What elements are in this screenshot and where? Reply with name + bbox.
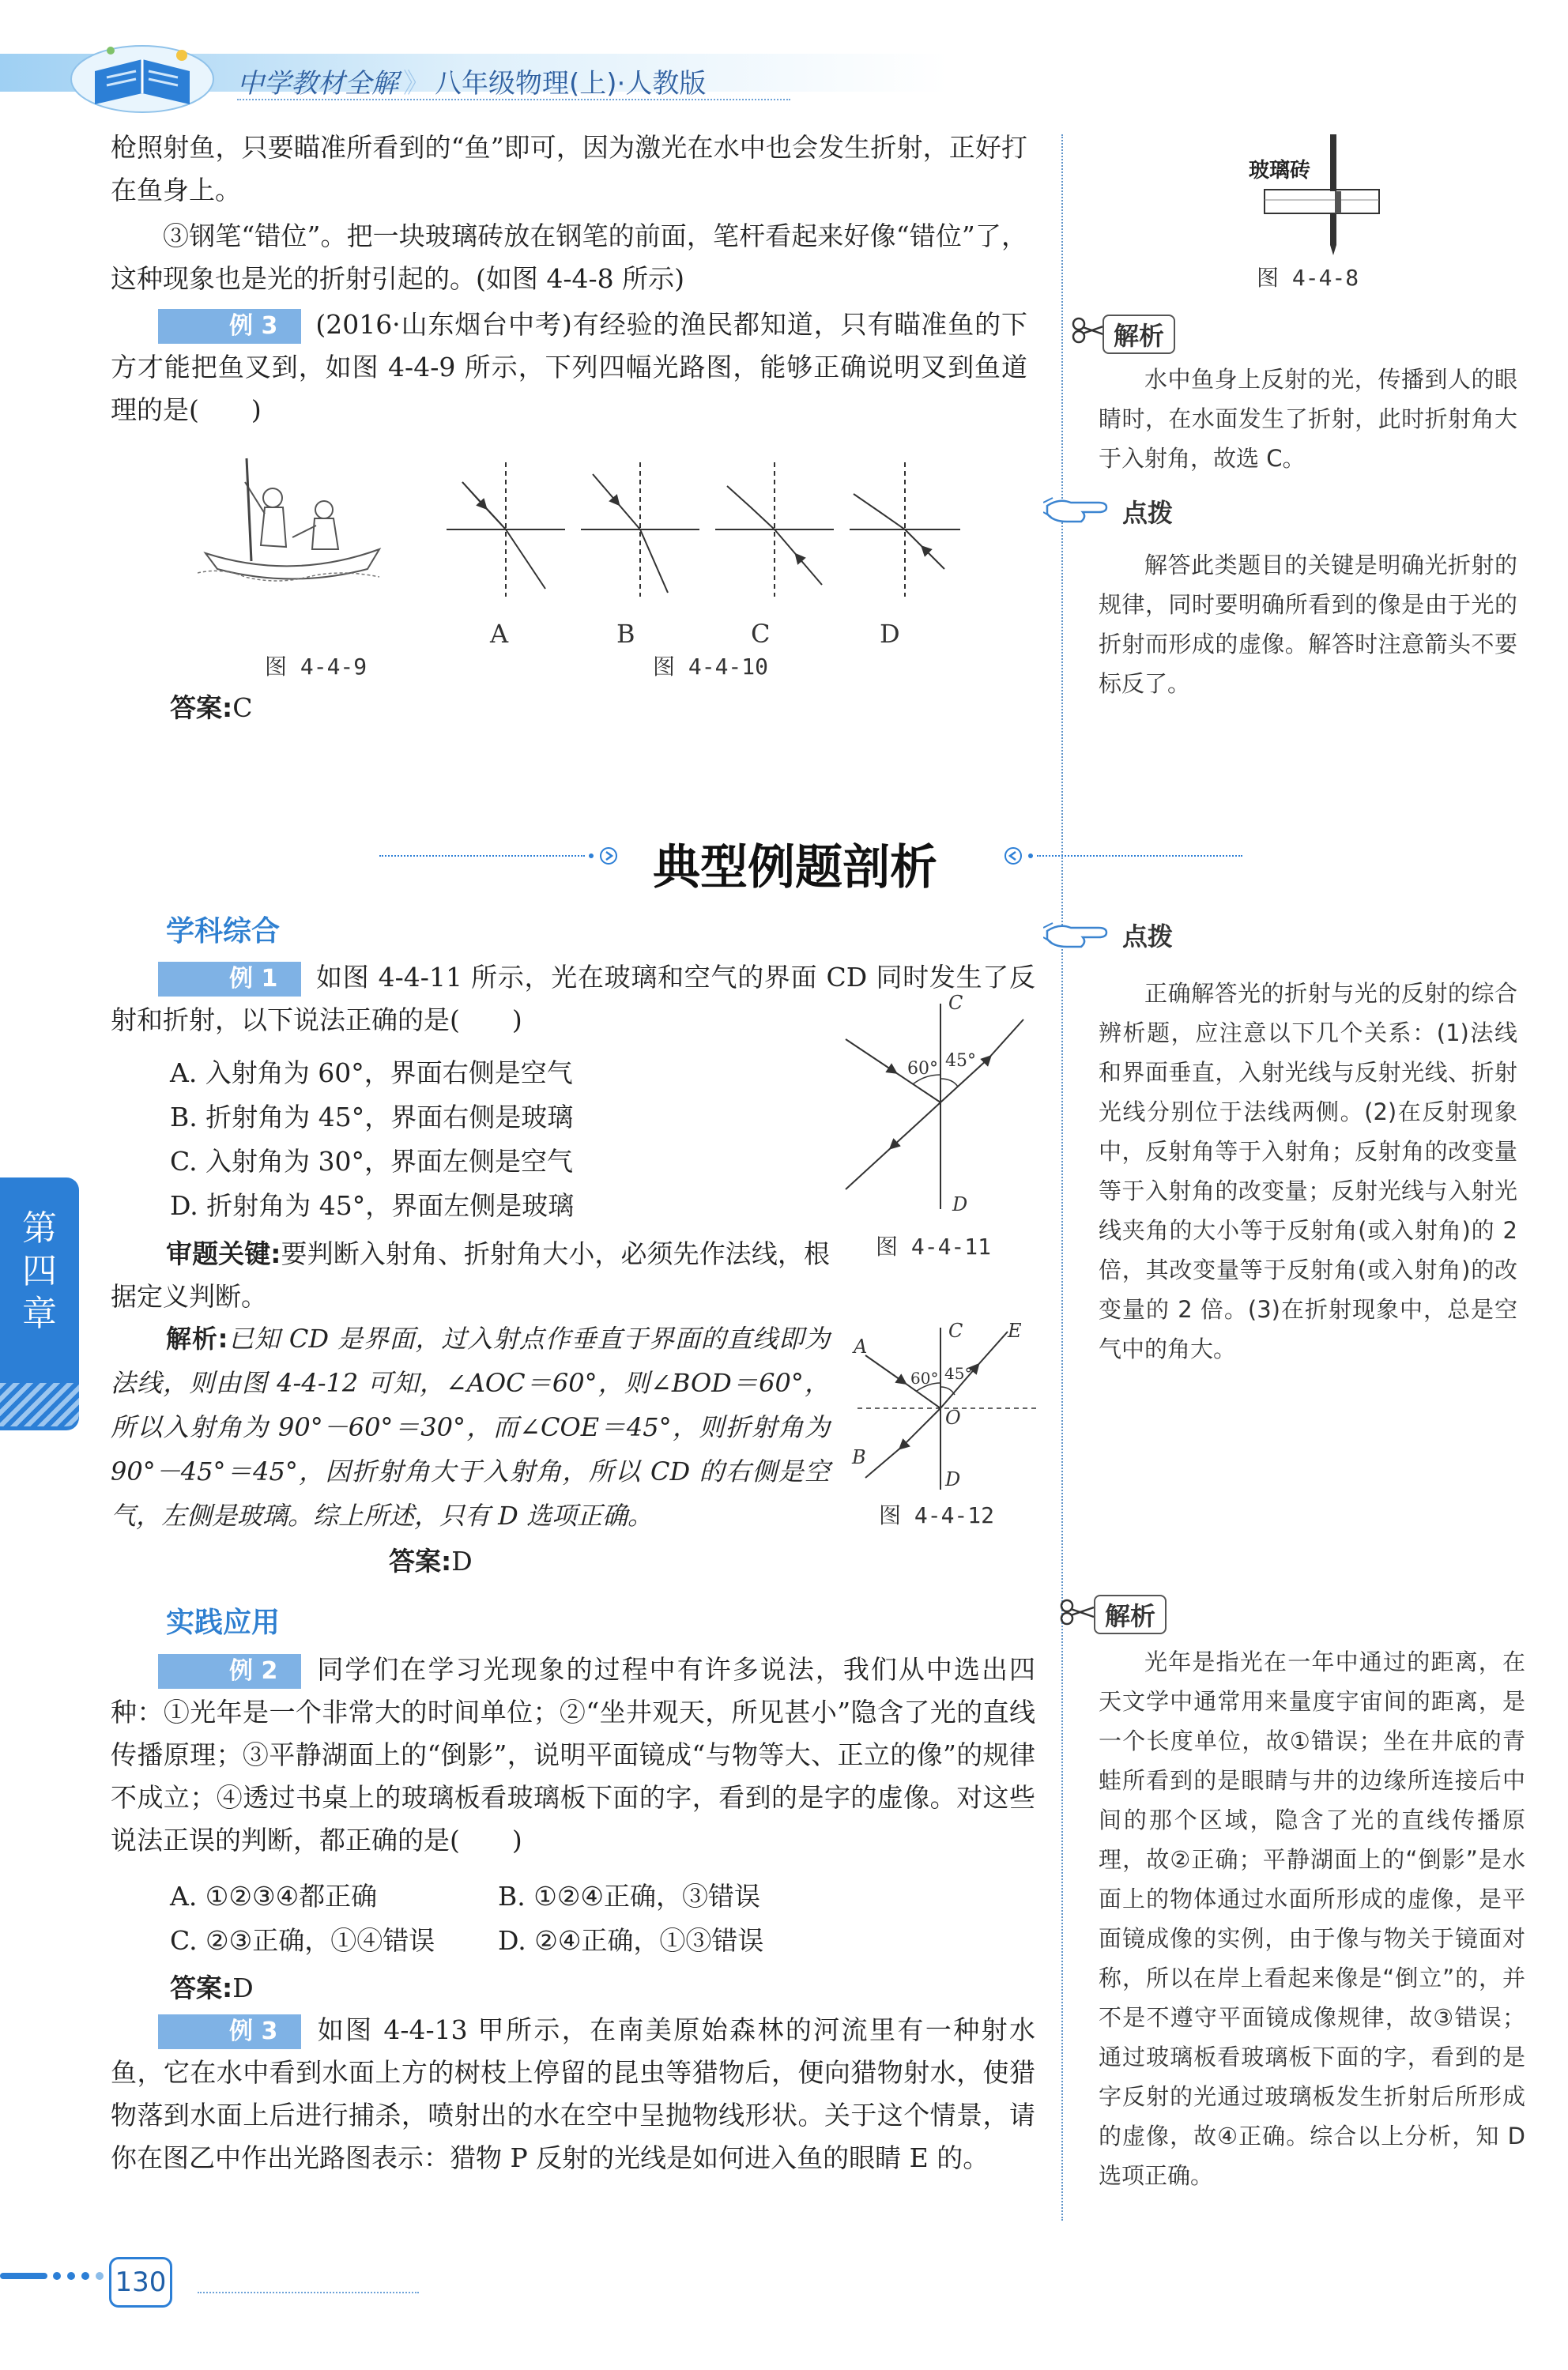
diagram-c [715, 462, 834, 597]
fig-4-4-11-angle-60: 60° [907, 1059, 938, 1079]
title-rule-left [379, 855, 585, 857]
analysis-text-bottom: 光年是指光在一年中通过的距离，在天文学中通常用来量度宇宙间的距离，是一个长度单位，故①错误；坐在井底的青蛙所看到的是眼睛与井的边缘所连接后中间的那个区域，隐含了光的直线传播原理，故②正确；平静湖面上的“倒影”是水面上的物体通过水面所形成的虚像，是平面镜成像的实例，由于像与物关于镜面对称，所以在岸上看起来像是“倒立”的，并不是不遵守平面镜成像规律，故③错误；通过玻璃板看玻璃板下面的字，看到的是字反射的光通过玻璃板发生折射后所形成的虚像，故④正确。综合以上分析，知 D 选项正确。 [1099, 1648, 1525, 2189]
fig-4-4-9-caption: 图 4-4-9 [265, 654, 368, 680]
title-arrow-right-icon [1004, 846, 1035, 866]
example-3-bottom [111, 2009, 1035, 2180]
answer-label: 答案: [170, 692, 233, 723]
fig-4-4-12-label-o: O [945, 1407, 961, 1429]
review-key-label: 审题关键: [166, 1238, 281, 1269]
scissors-icon [1059, 1598, 1095, 1626]
fisherman-illustration [198, 450, 387, 593]
fig-4-4-11-caption: 图 4-4-11 [876, 1234, 992, 1260]
answer-label: 答案: [170, 1972, 233, 2003]
title-arrow-left-icon [586, 846, 618, 866]
example-2-option-d: D. ②④正确，①③错误 [498, 1925, 764, 1956]
fig-4-4-12-label-c: C [948, 1320, 963, 1342]
top-answer [170, 688, 252, 725]
header-separator: 》 [403, 68, 430, 100]
fig-4-4-10-label-d: D [880, 619, 900, 649]
column-separator [1061, 134, 1063, 2221]
example-1-option-a: A. 入射角为 60°，界面右侧是空气 [170, 1057, 573, 1088]
example-badge: 例 1 [158, 962, 301, 997]
top-example-3 [111, 303, 1027, 431]
fig-4-4-10-caption: 图 4-4-10 [653, 654, 769, 680]
fig-4-4-12-label-d: D [945, 1468, 961, 1490]
header-course: 八年级物理(上)·人教版 [435, 68, 707, 100]
footer-rule [198, 2292, 419, 2293]
example-1-text: 如图 4-4-11 所示，光在玻璃和空气的界面 CD 同时发生了反射和折射，以下说法正确的是( ) [111, 962, 1035, 1035]
example-2-option-b: B. ①②④正确，③错误 [498, 1881, 760, 1912]
answer-label: 答案: [389, 1546, 452, 1577]
example-badge: 例 2 [158, 1654, 301, 1689]
fig-4-4-10-diagrams [443, 458, 964, 601]
analysis-text: 已知 CD 是界面，过入射点作垂直于界面的直线即为法线，则由图 4-4-12 可知，∠AOC＝60°，则∠BOD＝60°，所以入射角为 90°－60°＝30°，而∠COE＝45°，则折射角为 90°－45°＝45°，因折射角大于入射角，所以 CD 的右侧是空气，左侧是玻璃。综上所述，只有 D 选项正确。 [111, 1324, 830, 1531]
answer-value: D [451, 1546, 473, 1577]
analysis-tag-bottom: 解析 [1094, 1595, 1167, 1634]
example-1-option-b: B. 折射角为 45°，界面右侧是玻璃 [170, 1102, 574, 1132]
review-key [111, 1233, 830, 1318]
pointing-hand-icon [1043, 490, 1114, 529]
fig-4-4-12-label-a: A [854, 1336, 868, 1358]
header-band [0, 47, 1568, 96]
fig-4-4-11-diagram [838, 996, 1043, 1217]
fig-4-4-8-label: 玻璃砖 [1249, 159, 1311, 183]
analysis-text-top: 水中鱼身上反射的光，传播到人的眼睛时，在水面发生了折射，此时折射角大于入射角，故选 C。 [1099, 366, 1517, 472]
chapter-tab-char: 第 [22, 1208, 57, 1249]
header-rule [237, 99, 790, 100]
example-2-answer [170, 1968, 254, 2005]
analysis-label: 解析: [166, 1324, 228, 1354]
chapter-tab-char: 章 [22, 1294, 57, 1334]
review-key-text: 要判断入射角、折射角大小，必须先作法线，根据定义判断。 [111, 1238, 830, 1312]
example-badge: 例 3 [158, 2014, 301, 2049]
title-rule-right [1037, 855, 1242, 857]
fig-4-4-11-label-c: C [948, 992, 963, 1014]
heading-practice: 实践应用 [166, 1607, 281, 1639]
tip-text-top: 解答此类题目的关键是明确光折射的规律，同时要明确所看到的像是由于光的折射而形成的虚像。解答时注意箭头不要标反了。 [1099, 552, 1517, 697]
header-book-title: 中学教材全解 [237, 68, 398, 100]
fig-4-4-10-label-a: A [490, 619, 509, 649]
fig-4-4-11-angle-45: 45° [945, 1051, 976, 1071]
answer-value: C [232, 692, 253, 723]
diagram-b [581, 462, 699, 597]
example-1-answer [389, 1541, 473, 1578]
example-3-text: 如图 4-4-13 甲所示，在南美原始森林的河流里有一种射水鱼，它在水中看到水面上方的树枝上停留的昆虫等猎物后，便向猎物射水，使猎物落到水面上后进行捕杀，喷射出的水在空中呈抛物线形状。关于这个情景，请你在图乙中作出光路图表示：猎物 P 反射的光线是如何进入鱼的眼睛 E 的。 [111, 2014, 1035, 2173]
fig-4-4-12-caption: 图 4-4-12 [879, 1502, 995, 1528]
glass-brick-pen-figure [1257, 130, 1391, 257]
example-2 [111, 1648, 1035, 1862]
analysis-tag-top: 解析 [1102, 315, 1175, 354]
example-2-text: 同学们在学习光现象的过程中有许多说法，我们从中选出四种：①光年是一个非常大的时间单位；②“坐井观天，所见甚小”隐含了光的直线传播原理；③平静湖面上的“倒影”，说明平面镜成“与物等大、正立的像”的规律不成立；④透过书桌上的玻璃板看玻璃板下面的字，看到的是字的虚像。对这些说法正误的判断，都正确的是( ) [111, 1654, 1035, 1856]
page-number: 130 [109, 2257, 172, 2308]
fig-4-4-12-angle-45: 45° [944, 1364, 973, 1383]
chapter-tab-char: 四 [22, 1251, 57, 1291]
book-logo-icon [63, 32, 221, 119]
pointing-hand-icon [1043, 915, 1114, 955]
tip-text-bottom: 正确解答光的折射与光的反射的综合辨析题，应注意以下几个关系：(1)法线和界面垂直，入射光线与反射光线、折射光线分别位于法线两侧。(2)在反射现象中，反射角等于入射角；反射角的改变量等于入射角的改变量；反射光线与入射光线夹角的大小等于反射角(或入射角)的 2 倍，其改变量等于反射角(或入射角)的改变量的 2 倍。(3)在折射现象中，总是空气中的角大。 [1099, 980, 1517, 1362]
fig-4-4-8-caption: 图 4-4-8 [1257, 265, 1359, 291]
fig-4-4-12-angle-60: 60° [910, 1369, 939, 1388]
example-1-option-d: D. 折射角为 45°，界面左侧是玻璃 [170, 1190, 575, 1221]
section-title: 典型例题剖析 [653, 840, 937, 895]
example-1-option-c: C. 入射角为 30°，界面左侧是空气 [170, 1146, 574, 1177]
example-1-analysis [111, 1317, 830, 1538]
fig-4-4-10-label-b: B [616, 619, 635, 649]
diagram-a [447, 462, 565, 597]
example-2-option-c: C. ②③正确，①④错误 [170, 1925, 435, 1956]
tip-tag-bottom: 点拨 [1122, 921, 1174, 951]
footer-dots [0, 2268, 111, 2284]
example-2-option-a: A. ①②③④都正确 [170, 1881, 378, 1912]
diagram-d [850, 462, 960, 597]
fig-4-4-10-label-c: C [751, 619, 771, 649]
example-badge: 例 3 [158, 309, 301, 344]
header-title [237, 62, 706, 100]
answer-value: D [232, 1972, 254, 2003]
fig-4-4-11-label-d: D [952, 1193, 968, 1215]
tip-tag-top: 点拨 [1122, 498, 1174, 528]
top-example-3-text: (2016·山东烟台中考)有经验的渔民都知道，只有瞄准鱼的下方才能把鱼叉到，如图 4-4-9 所示，下列四幅光路图，能够正确说明叉到鱼道理的是( ) [111, 309, 1027, 425]
top-paragraph-1: 枪照射鱼，只要瞄准所看到的“鱼”即可，因为激光在水中也会发生折射，正好打在鱼身上。 [111, 132, 1027, 205]
heading-subject-integration: 学科综合 [166, 915, 281, 948]
chapter-tab-stripes [0, 1383, 79, 1426]
top-paragraph-2: ③钢笔“错位”。把一块玻璃砖放在钢笔的前面，笔杆看起来好像“错位”了，这种现象也是光的折射引起的。(如图 4-4-8 所示) [111, 220, 1027, 294]
fig-4-4-12-label-b: B [852, 1446, 866, 1468]
fig-4-4-12-label-e: E [1008, 1320, 1022, 1342]
